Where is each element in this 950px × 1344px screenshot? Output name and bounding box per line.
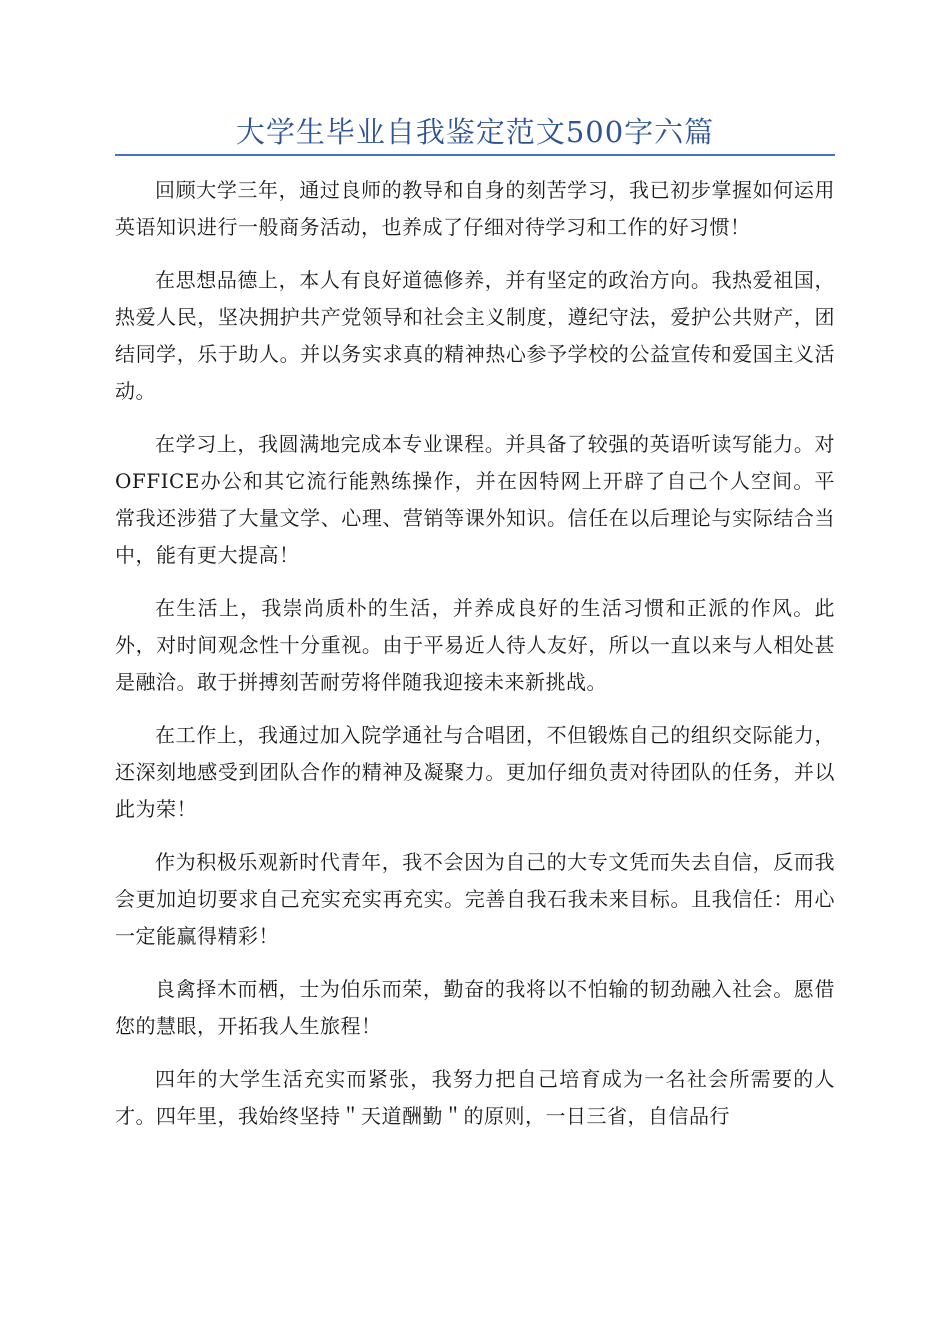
paragraph-2: 在思想品德上，本人有良好道德修养，并有坚定的政治方向。我热爱祖国，热爱人民，坚决拥护共产党领导和社会主义制度，遵纪守法，爱护公共财产，团结同学，乐于助人。并以务实求真的精神热心参予学校的公益宣传和爱国主义活动。 bbox=[115, 268, 835, 403]
paragraph-6: 作为积极乐观新时代青年，我不会因为自己的大专文凭而失去自信，反而我会更加迫切要求自己充实充实再充实。完善自我石我未来目标。且我信任：用心一定能赢得精彩！ bbox=[115, 850, 835, 948]
document-body bbox=[115, 172, 835, 1151]
document-title: 大学生毕业自我鉴定范文500字六篇 bbox=[235, 115, 715, 149]
paragraph-5: 在工作上，我通过加入院学通社与合唱团，不但锻炼自己的组织交际能力，还深刻地感受到团队合作的精神及凝聚力。更加仔细负责对待团队的任务，并以此为荣！ bbox=[115, 723, 835, 821]
title-underline bbox=[115, 154, 835, 156]
paragraph-1: 回顾大学三年，通过良师的教导和自身的刻苦学习，我已初步掌握如何运用英语知识进行一般商务活动，也养成了仔细对待学习和工作的好习惯！ bbox=[115, 178, 835, 239]
paragraph-3: 在学习上，我圆满地完成本专业课程。并具备了较强的英语听读写能力。对OFFICE办公和其它流行能熟练操作，并在因特网上开辟了自己个人空间。平常我还涉猎了大量文学、心理、营销等课外知识。信任在以后理论与实际结合当中，能有更大提高！ bbox=[115, 432, 835, 567]
paragraph-7: 良禽择木而栖，士为伯乐而荣，勤奋的我将以不怕输的韧劲融入社会。愿借您的慧眼，开拓我人生旅程！ bbox=[115, 977, 835, 1038]
paragraph-8: 四年的大学生活充实而紧张，我努力把自己培育成为一名社会所需要的人才。四年里，我始终坚持＂天道酬勤＂的原则，一日三省，自信品行 bbox=[115, 1067, 835, 1128]
paragraph-4: 在生活上，我崇尚质朴的生活，并养成良好的生活习惯和正派的作风。此外，对时间观念性十分重视。由于平易近人待人友好，所以一直以来与人相处甚是融洽。敢于拼搏刻苦耐劳将伴随我迎接未来新挑战。 bbox=[115, 596, 835, 694]
